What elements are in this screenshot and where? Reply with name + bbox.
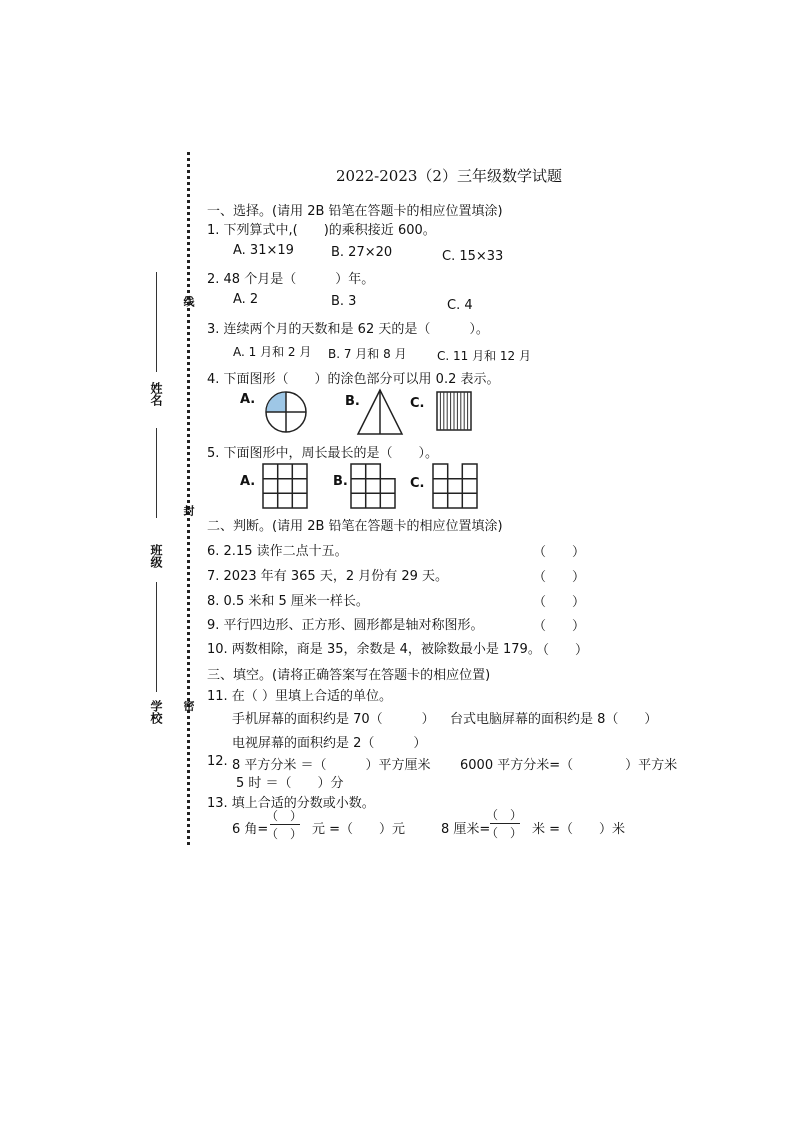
striped-rectangle-figure — [436, 391, 472, 431]
q12-number: 12. — [207, 754, 228, 769]
class-line-upper — [156, 428, 157, 518]
q13-fraction-2-bar — [490, 823, 520, 824]
q4-stem: 4. 下面图形（ ）的涂色部分可以用 0.2 表示。 — [207, 372, 500, 387]
q1-stem: 1. 下列算式中,( )的乘积接近 600。 — [207, 223, 436, 238]
q4-option-b[interactable]: B. — [345, 394, 360, 409]
section2-heading: 二、判断。(请用 2B 铅笔在答题卡的相应位置填涂) — [207, 519, 503, 534]
class-label: 班级 — [149, 544, 163, 568]
q11-tv[interactable]: 电视屏幕的面积约是 2（ ） — [232, 736, 427, 751]
page-title: 2022-2023（2）三年级数学试题 — [336, 167, 562, 185]
q11-stem: 11. 在（ ）里填上合适的单位。 — [207, 689, 392, 704]
class-line[interactable] — [156, 582, 157, 692]
judge-item-8: 8. 0.5 米和 5 厘米一样长。 — [207, 594, 369, 609]
q3-option-c[interactable]: C. 11 月和 12 月 — [437, 349, 531, 363]
q1-option-c[interactable]: C. 15×33 — [442, 249, 504, 264]
judge-bracket-7[interactable]: （ ） — [533, 570, 586, 585]
q1-option-a[interactable]: A. 31×19 — [233, 243, 294, 258]
seal-dotted-line — [187, 152, 190, 845]
grid-notched-top-figure — [432, 463, 478, 509]
q13-fraction-1-bar — [270, 824, 300, 825]
q5-option-a[interactable]: A. — [240, 474, 256, 489]
name-line[interactable] — [156, 272, 157, 372]
q2-stem: 2. 48 个月是（ ）年。 — [207, 272, 375, 287]
q13-jiao-label: 6 角= — [232, 822, 269, 837]
q3-option-a[interactable]: A. 1 月和 2 月 — [233, 345, 312, 359]
q12-part3[interactable]: 5 时 ＝（ ）分 — [236, 776, 344, 791]
q4-option-c[interactable]: C. — [410, 396, 425, 411]
judge-bracket-8[interactable]: （ ） — [533, 595, 586, 610]
q13-fraction-1-numerator[interactable]: （ ） — [265, 809, 302, 823]
q4-option-a[interactable]: A. — [240, 392, 256, 407]
q5-option-b[interactable]: B. — [333, 474, 348, 489]
judge-bracket-6[interactable]: （ ） — [533, 545, 586, 560]
circle-quarter-figure — [262, 390, 310, 434]
judge-item-6: 6. 2.15 读作二点十五。 — [207, 544, 348, 559]
q11-phone[interactable]: 手机屏幕的面积约是 70（ ） — [232, 712, 435, 727]
section1-heading: 一、选择。(请用 2B 铅笔在答题卡的相应位置填涂) — [207, 204, 503, 219]
q13-fraction-2-numerator[interactable]: （ ） — [485, 808, 522, 822]
q13-yuan[interactable]: 元 =（ ）元 — [312, 822, 406, 837]
q12-part2[interactable]: 6000 平方分米=（ ）平方米 — [460, 758, 678, 773]
name-label: 姓名 — [149, 382, 163, 406]
judge-bracket-10[interactable]: （ ） — [536, 643, 589, 658]
q5-option-c[interactable]: C. — [410, 476, 425, 491]
q2-option-c[interactable]: C. 4 — [447, 298, 473, 313]
q5-stem: 5. 下面图形中，周长最长的是（ ）。 — [207, 446, 439, 461]
q2-option-a[interactable]: A. 2 — [233, 292, 259, 307]
seal-char-mi: 密 — [182, 700, 195, 711]
seal-char-xian: 线 — [182, 296, 195, 307]
q1-option-b[interactable]: B. 27×20 — [331, 245, 393, 260]
seal-char-feng: 封 — [182, 505, 195, 516]
q13-stem: 13. 填上合适的分数或小数。 — [207, 796, 375, 811]
judge-bracket-9[interactable]: （ ） — [533, 619, 586, 634]
triangle-split-figure — [355, 388, 405, 436]
q11-desktop[interactable]: 台式电脑屏幕的面积约是 8（ ） — [450, 712, 658, 727]
grid-notched-corner-figure — [350, 463, 396, 509]
grid-3x3-figure — [262, 463, 308, 509]
q13-fraction-2-denominator[interactable]: （ ） — [485, 826, 522, 840]
school-label: 学校 — [149, 700, 163, 724]
section3-heading: 三、填空。(请将正确答案写在答题卡的相应位置) — [207, 668, 491, 683]
q2-option-b[interactable]: B. 3 — [331, 294, 357, 309]
q3-stem: 3. 连续两个月的天数和是 62 天的是（ ）。 — [207, 322, 489, 337]
q13-mi[interactable]: 米 =（ ）米 — [532, 822, 626, 837]
judge-item-9: 9. 平行四边形、正方形、圆形都是轴对称图形。 — [207, 618, 484, 633]
judge-item-10: 10. 两数相除，商是 35，余数是 4，被除数最小是 179。 — [207, 642, 541, 657]
q12-part1[interactable]: 8 平方分米 ＝（ ）平方厘米 — [232, 758, 431, 773]
q13-cm-label: 8 厘米= — [441, 822, 491, 837]
q13-fraction-1-denominator[interactable]: （ ） — [265, 827, 302, 841]
judge-item-7: 7. 2023 年有 365 天，2 月份有 29 天。 — [207, 569, 449, 584]
q3-option-b[interactable]: B. 7 月和 8 月 — [328, 347, 407, 361]
